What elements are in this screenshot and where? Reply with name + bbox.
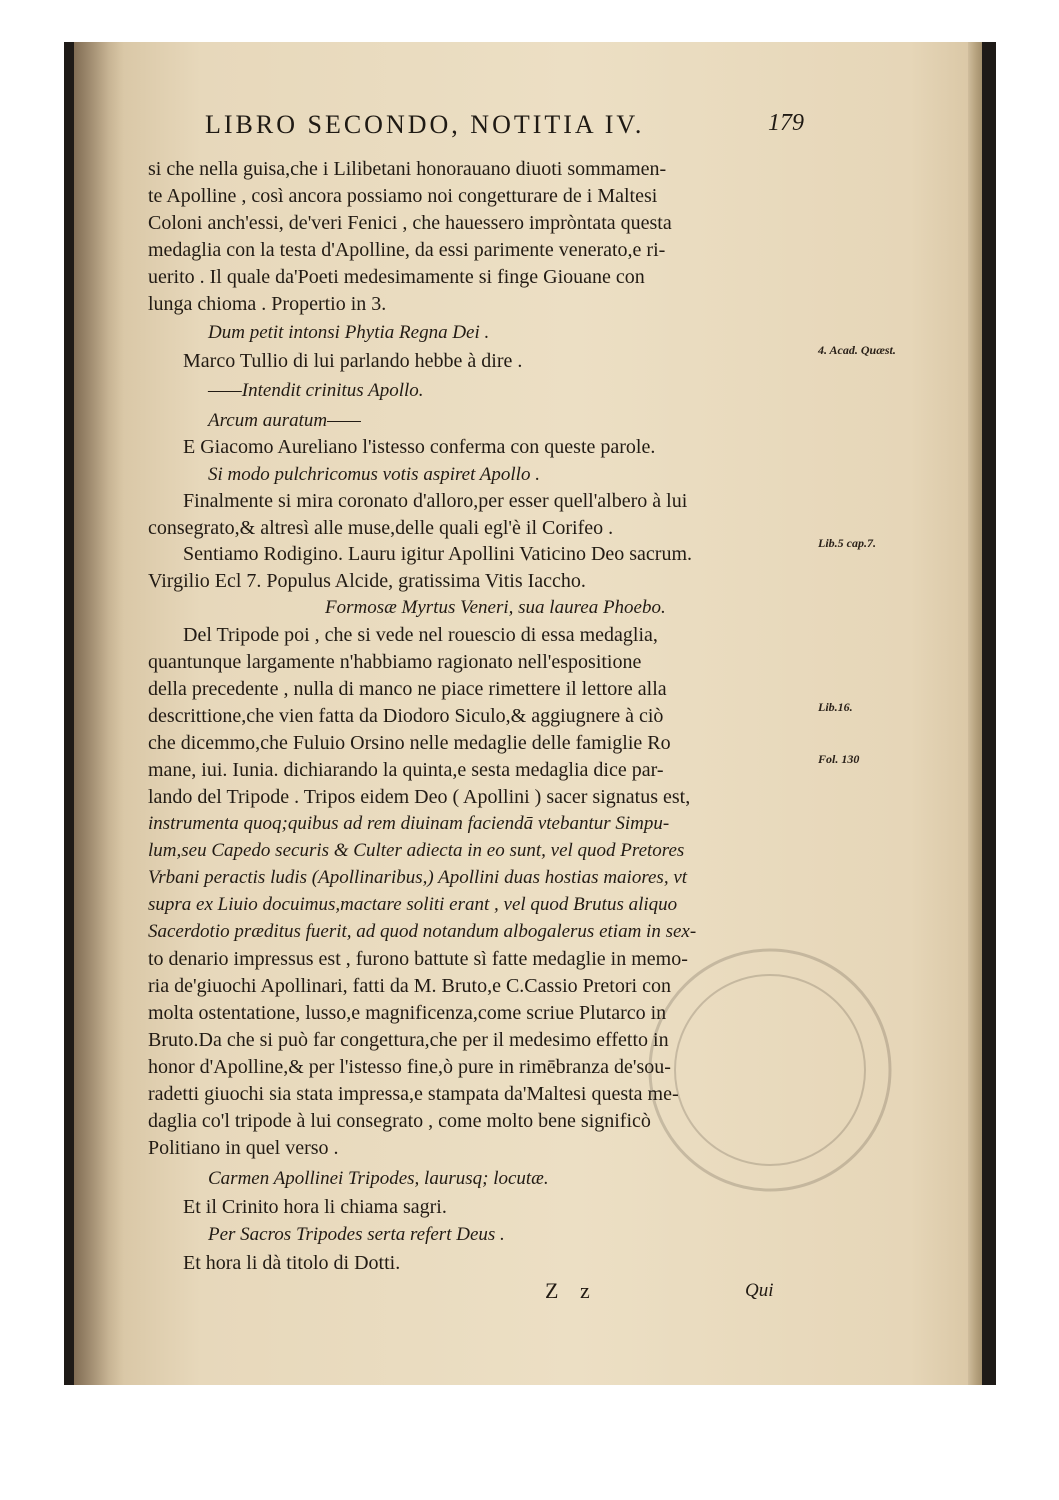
text-line: Sentiamo Rodigino. Lauru igitur Apollini Vaticino Deo sacrum. — [183, 543, 693, 565]
text-line: lunga chioma . Propertio in 3. — [148, 293, 387, 315]
text-line: radetti giuochi sia stata impressa,e stampata da'Maltesi questa me- — [148, 1083, 679, 1105]
text-line: si che nella guisa,che i Lilibetani honorauano diuoti sommamen- — [148, 158, 667, 180]
verse-line: ——Intendit crinitus Apollo. — [208, 380, 424, 401]
text-line: descrittione,che vien fatta da Diodoro Siculo,& aggiugnere à ciò — [148, 705, 664, 727]
latin-quote-line: instrumenta quoq;quibus ad rem diuinam faciendā vtebantur Simpu- — [148, 813, 670, 834]
text-line: che dicemmo,che Fuluio Orsino nelle medaglie delle famiglie Ro — [148, 732, 671, 754]
verse-line: Formosæ Myrtus Veneri, sua laurea Phoebo. — [325, 597, 666, 618]
page-number: 179 — [768, 110, 804, 136]
text-line: medaglia con la testa d'Apolline, da essi parimente venerato,e ri- — [148, 239, 666, 261]
text-line: ria de'giuochi Apollinari, fatti da M. Bruto,e C.Cassio Pretori con — [148, 975, 671, 997]
text-line: honor d'Apolline,& per l'istesso fine,ò pure in rimēbranza de'sou- — [148, 1056, 671, 1078]
text-line: Et hora li dà titolo di Dotti. — [183, 1252, 401, 1274]
margin-note: Lib.5 cap.7. — [818, 536, 876, 550]
margin-note: 4. Acad. Quæst. — [818, 343, 896, 357]
text-line: E Giacomo Aureliano l'istesso conferma con queste parole. — [183, 436, 656, 458]
text-line: quantunque largamente n'habbiamo ragionato nell'espositione — [148, 651, 642, 673]
text-line: mane, iui. Iunia. dichiarando la quinta,e sesta medaglia dice par- — [148, 759, 664, 781]
page-edge — [968, 42, 982, 1385]
latin-quote-line: Sacerdotio præditus fuerit, ad quod notandum albogalerus etiam in sex- — [148, 921, 697, 942]
verse-line: Arcum auratum—— — [208, 410, 361, 431]
text-line: Marco Tullio di lui parlando hebbe à dire . — [183, 350, 523, 372]
text-line: Virgilio Ecl 7. Populus Alcide, gratissima Vitis Iaccho. — [148, 570, 586, 592]
text-line: uerito . Il quale da'Poeti medesimamente si finge Giouane con — [148, 266, 645, 288]
text-line: Bruto.Da che si può far congettura,che per il medesimo effetto in — [148, 1029, 669, 1051]
text-line: Politiano in quel verso . — [148, 1137, 339, 1159]
verse-line: Dum petit intonsi Phytia Regna Dei . — [208, 322, 490, 343]
text-line: to denario impressus est , furono battute sì fatte medaglie in memo- — [148, 948, 688, 970]
text-line: Del Tripode poi , che si vede nel rouescio di essa medaglia, — [183, 624, 658, 646]
signature-mark: Z z — [545, 1278, 598, 1303]
text-line: Et il Crinito hora li chiama sagri. — [183, 1196, 447, 1218]
latin-quote-line: supra ex Liuio docuimus,mactare soliti erant , vel quod Brutus aliquo — [148, 894, 678, 915]
verse-line: Si modo pulchricomus votis aspiret Apollo . — [208, 464, 540, 485]
margin-note: Lib.16. — [818, 700, 853, 714]
latin-quote-line: Vrbani peractis ludis (Apollinaribus,) Apollini duas hostias maiores, vt — [148, 867, 688, 888]
verse-line: Per Sacros Tripodes serta refert Deus . — [208, 1224, 505, 1245]
text-line: daglia co'l tripode à lui consegrato , come molto bene significò — [148, 1110, 651, 1132]
running-header: LIBRO SECONDO, NOTITIA IV. — [205, 110, 645, 139]
margin-note: Fol. 130 — [818, 752, 860, 766]
text-line: consegrato,& altresì alle muse,delle quali egl'è il Corifeo . — [148, 517, 614, 539]
text-line: Finalmente si mira coronato d'alloro,per esser quell'albero à lui — [183, 490, 688, 512]
catchword: Qui — [745, 1280, 774, 1301]
text-line: lando del Tripode . Tripos eidem Deo ( Apollini ) sacer signatus est, — [148, 786, 691, 808]
book-gutter — [74, 42, 124, 1385]
text-line: molta ostentatione, lusso,e magnificenza,come scriue Plutarco in — [148, 1002, 667, 1024]
latin-quote-line: lum,seu Capedo securis & Culter adiecta in eo sunt, vel quod Pretores — [148, 840, 685, 861]
text-line: della precedente , nulla di manco ne piace rimettere il lettore alla — [148, 678, 667, 700]
text-line: Coloni anch'essi, de'veri Fenici , che hauessero impròntata questa — [148, 212, 672, 234]
verse-line: Carmen Apollinei Tripodes, laurusq; locutæ. — [208, 1168, 549, 1189]
text-line: te Apolline , così ancora possiamo noi congetturare de i Maltesi — [148, 185, 658, 207]
